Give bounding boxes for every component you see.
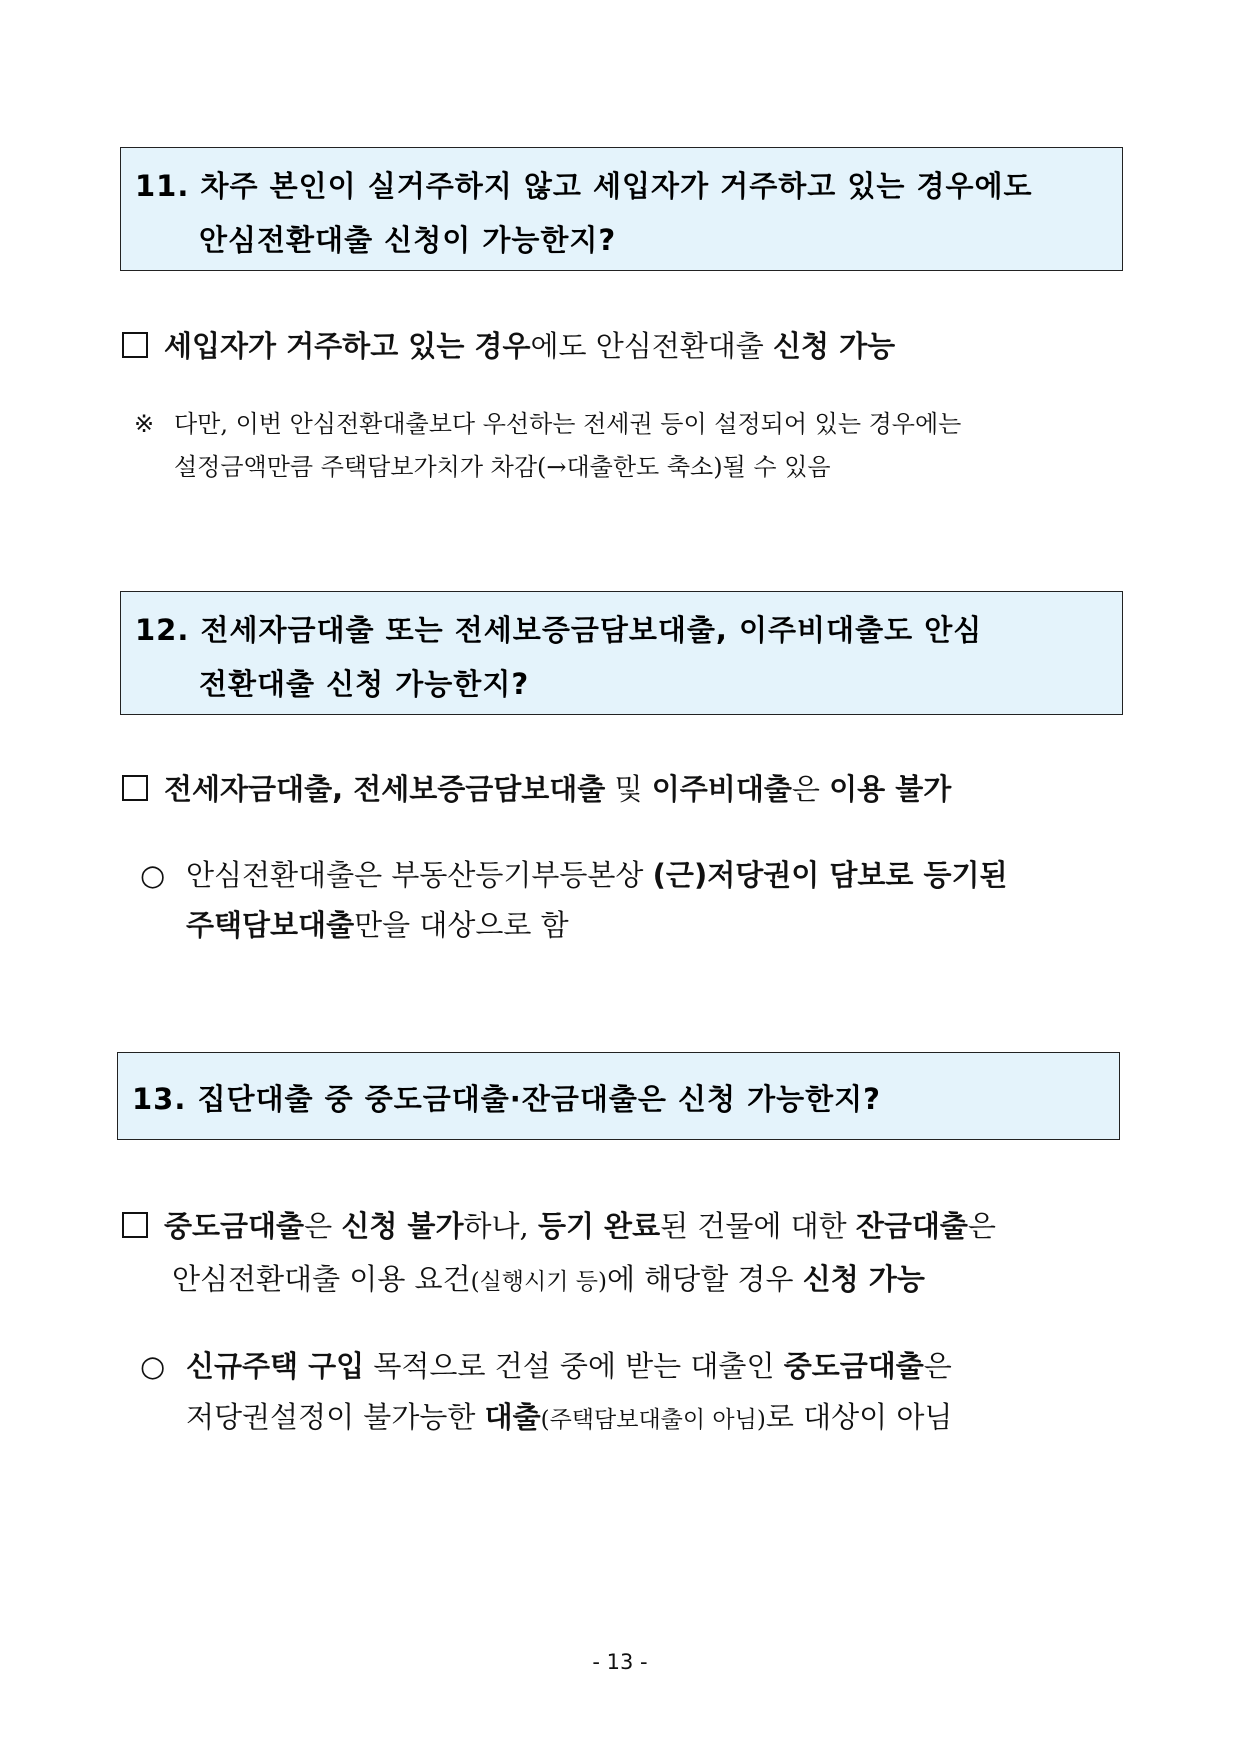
detail-13-line2-small: (주택담보대출이 아님): [540, 1407, 766, 1433]
detail-13-bold2: 중도금대출: [783, 1349, 924, 1383]
answer-13-line2-text2: 에 해당할 경우: [606, 1262, 803, 1296]
detail-13-text1: 목적으로 건설 중에 받는 대출인: [364, 1349, 784, 1383]
detail-12-bold2: 주택담보대출: [186, 908, 355, 942]
answer-13-bold3: 등기 완료: [537, 1209, 661, 1243]
answer-13-line2-text: 안심전환대출 이용 요건: [172, 1262, 471, 1296]
answer-13-line2-bold: 신청 가능: [802, 1262, 925, 1296]
question-13-line1: 13. 집단대출 중 중도금대출·잔금대출은 신청 가능한지?: [132, 1082, 881, 1116]
detail-12-bold1: (근)저당권이 담보로 등기된: [652, 858, 1008, 892]
answer-13-text1: 은: [304, 1209, 342, 1243]
answer-12: [122, 767, 951, 808]
detail-13-line2-bold: 대출: [484, 1400, 541, 1434]
answer-13-text4: 은: [967, 1209, 996, 1243]
detail-13-line2: [186, 1395, 952, 1436]
detail-12-text1: 안심전환대출은 부동산등기부등본상: [186, 858, 653, 892]
question-box-11: [120, 147, 1123, 271]
question-12-line2: 전환대출 신청 가능한지?: [199, 667, 530, 701]
detail-13-line2-text: 저당권설정이 불가능한: [186, 1400, 485, 1434]
answer-13-line2: [172, 1257, 925, 1298]
answer-13-text3: 된 건물에 대한: [660, 1209, 856, 1243]
answer-12-text2: 은: [791, 772, 830, 806]
answer-12-bold1: 전세자금대출, 전세보증금담보대출: [164, 772, 606, 806]
circle-bullet-icon: ○: [140, 1349, 166, 1383]
answer-11: [122, 324, 895, 365]
answer-12-bold2: 이주비대출: [651, 772, 792, 806]
answer-13-line2-small: (실행시기 등): [470, 1269, 607, 1295]
note-11-line2: 설정금액만큼 주택담보가치가 차감(→대출한도 축소)될 수 있음: [174, 453, 831, 481]
checkbox-square-icon: [122, 1212, 148, 1238]
question-11-line2: 안심전환대출 신청이 가능한지?: [199, 223, 617, 257]
answer-12-bold3: 이용 불가: [829, 772, 952, 806]
question-11-line1: 11. 차주 본인이 실거주하지 않고 세입자가 거주하고 있는 경우에도: [135, 169, 1033, 203]
reference-mark-icon: ※: [134, 410, 155, 438]
answer-11-bold2: 신청 가능: [773, 329, 896, 363]
detail-13-bold1: 신규주택 구입: [186, 1349, 365, 1383]
question-12-line1: 12. 전세자금대출 또는 전세보증금담보대출, 이주비대출도 안심: [135, 613, 983, 647]
answer-13-bold4: 잔금대출: [855, 1209, 968, 1243]
answer-12-text1: 및: [605, 772, 652, 806]
answer-13-text2: 하나,: [463, 1209, 538, 1243]
answer-13-bold2: 신청 불가: [341, 1209, 464, 1243]
note-11-line1: [134, 404, 961, 439]
circle-bullet-icon: ○: [140, 858, 166, 892]
page-number: - 13 -: [592, 1650, 648, 1674]
detail-13-line1: [140, 1344, 952, 1385]
detail-12-line1: [140, 853, 1008, 894]
detail-13-text2: 은: [923, 1349, 952, 1383]
detail-13-line2-text2: 로 대상이 아님: [765, 1400, 953, 1434]
checkbox-square-icon: [122, 775, 148, 801]
answer-11-text1: 에도 안심전환대출: [530, 329, 774, 363]
question-box-13: [117, 1052, 1120, 1140]
detail-12-text2: 만을 대상으로 함: [354, 908, 569, 942]
answer-13-line1: [122, 1204, 996, 1245]
checkbox-square-icon: [122, 332, 148, 358]
answer-11-bold1: 세입자가 거주하고 있는 경우: [164, 329, 531, 363]
detail-12-line2: [186, 903, 569, 944]
note-11-text1: 다만, 이번 안심전환대출보다 우선하는 전세권 등이 설정되어 있는 경우에는: [174, 410, 962, 438]
answer-13-bold1: 중도금대출: [164, 1209, 305, 1243]
question-box-12: [120, 591, 1123, 715]
